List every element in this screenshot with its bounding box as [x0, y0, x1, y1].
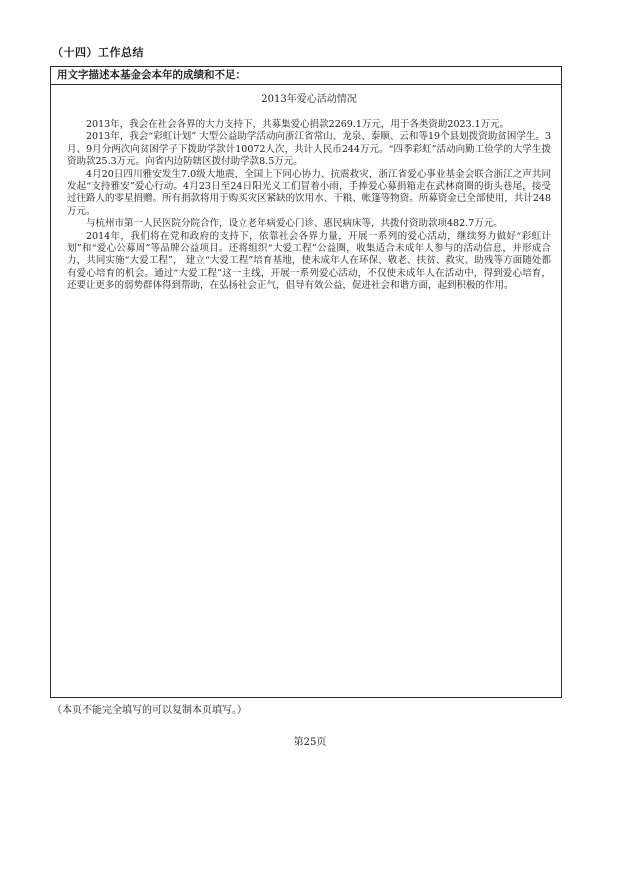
paragraph-fundraising: 2013年，我会在社会各界的大力支持下，共募集爱心捐款2269.1万元，用于各类资助2023.1万元。	[86, 119, 510, 130]
footnote: （本页不能完全填写的可以复制本页填写。）	[52, 705, 247, 716]
summary-frame	[50, 66, 562, 698]
form-prompt: 用文字描述本基金会本年的成绩和不足：	[51, 67, 561, 85]
summary-content	[51, 90, 561, 293]
page-number: 第25页	[293, 737, 327, 748]
report-title: 2013年爱心活动情况	[261, 94, 357, 105]
paragraph-yaan-earthquake: 4月20日四川雅安发生7.0级大地震，全国上下同心协力、抗震救灾，浙江省爱心事业基金会联合浙江之声共同发起“支持雅安”爱心行动。4月23日至24日阳光义工们冒着小雨，手捧爱心募捐箱走在武林商圈的街头巷尾，接受过往路人的零星捐赠。所有捐款将用于购买灾区紧缺的饮用水、干粮、帐篷等物资。所募资金已全部使用，共计248万元。	[67, 168, 551, 217]
section-heading: （十四）工作总结	[52, 46, 144, 59]
paragraph-2014-plan: 2014年，我们将在党和政府的支持下，依靠社会各界力量，开展一系列的爱心活动，继续努力做好“彩虹计划”和“爱心公募周”等品牌公益项目。还将组织“大爱工程”公益圈，收集适合未成年人参与的活动信息，并形成合力，共同实施“大爱工程”， 建立“大爱工程”培育基地，使未成年人在环保、敬老、扶贫、救灾、助残等方面随处都有爱心培育的机会。通过“大爱工程”这一主线，开展一系列爱心活动，不仅使未成年人在活动中，得到爱心培育，还要让更多的弱势群体得到帮助，在弘扬社会正气，倡导有效公益，促进社会和谐方面，起到积极的作用。	[67, 230, 551, 292]
paragraph-rainbow-plan: 2013年，我会“彩虹计划” 大型公益助学活动向浙江省常山、龙泉、泰顺、云和等19个县划拨资助贫困学生。3月、9月分两次向贫困学子下拨助学款计10072人次，共计人民币244万元。“四季彩虹”活动向勤工俭学的大学生拨资助款25.3万元。向省内边防辖区拨付助学款8.5万元。	[67, 131, 551, 168]
paragraph-hospital: 与杭州市第一人民医院分院合作，设立老年病爱心门诊、惠民病床等，共拨付资助款项482.7万元。	[86, 218, 503, 230]
